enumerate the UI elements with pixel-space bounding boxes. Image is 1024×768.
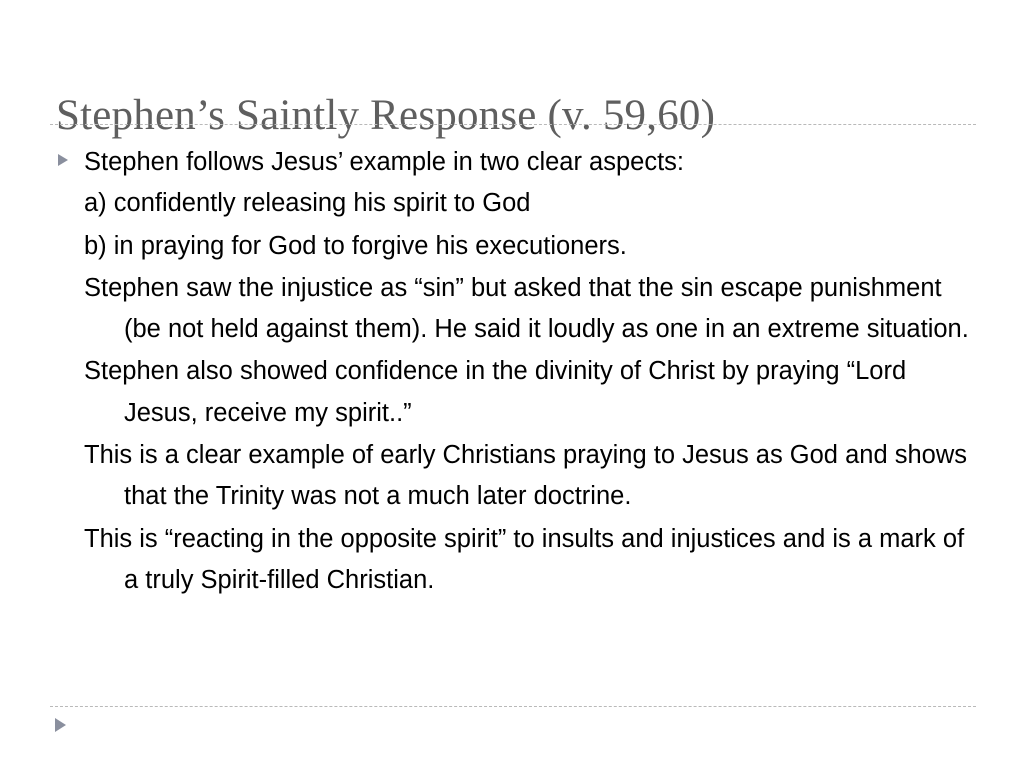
triangle-bullet-icon xyxy=(52,716,68,734)
list-item-line: Stephen follows Jesus’ example in two clear aspects: xyxy=(84,148,685,176)
bullet-spacer xyxy=(56,351,84,361)
list-item xyxy=(56,142,981,225)
footer-divider xyxy=(50,706,976,707)
list-item-text xyxy=(84,226,981,267)
page-title: Stephen’s Saintly Response (v. 59,60) xyxy=(56,91,716,139)
list-item xyxy=(56,351,981,434)
list-item-text: Stephen also showed confidence in the divinity of Christ by praying “Lord Jesus, receive my spirit..” xyxy=(84,357,907,427)
list-item-text: This is a clear example of early Christians praying to Jesus as God and shows that the Trinity was not a much later doctrine. xyxy=(84,441,967,511)
bullet-spacer xyxy=(56,268,84,278)
list-item-line: a) confidently releasing his spirit to God xyxy=(84,189,531,218)
list-item xyxy=(56,519,981,602)
list-item-text xyxy=(84,142,981,225)
list-item-text: Stephen saw the injustice as “sin” but asked that the sin escape punishment (be not held against them). He said it loudly as one in an extreme situation. xyxy=(84,273,969,344)
bullet-spacer xyxy=(56,435,84,445)
list-item xyxy=(56,435,981,518)
bullet-spacer xyxy=(56,226,84,236)
list-item xyxy=(56,268,981,351)
list-item xyxy=(56,226,981,267)
list-item-line: b) in praying for God to forgive his executioners. xyxy=(84,231,627,260)
slide-body xyxy=(56,142,981,602)
triangle-bullet-icon xyxy=(56,142,84,168)
list-item-text: This is “reacting in the opposite spirit” to insults and injustices and is a mark of a truly Spirit-filled Christian. xyxy=(84,524,965,594)
bullet-spacer xyxy=(56,519,84,529)
title-divider xyxy=(50,124,976,125)
